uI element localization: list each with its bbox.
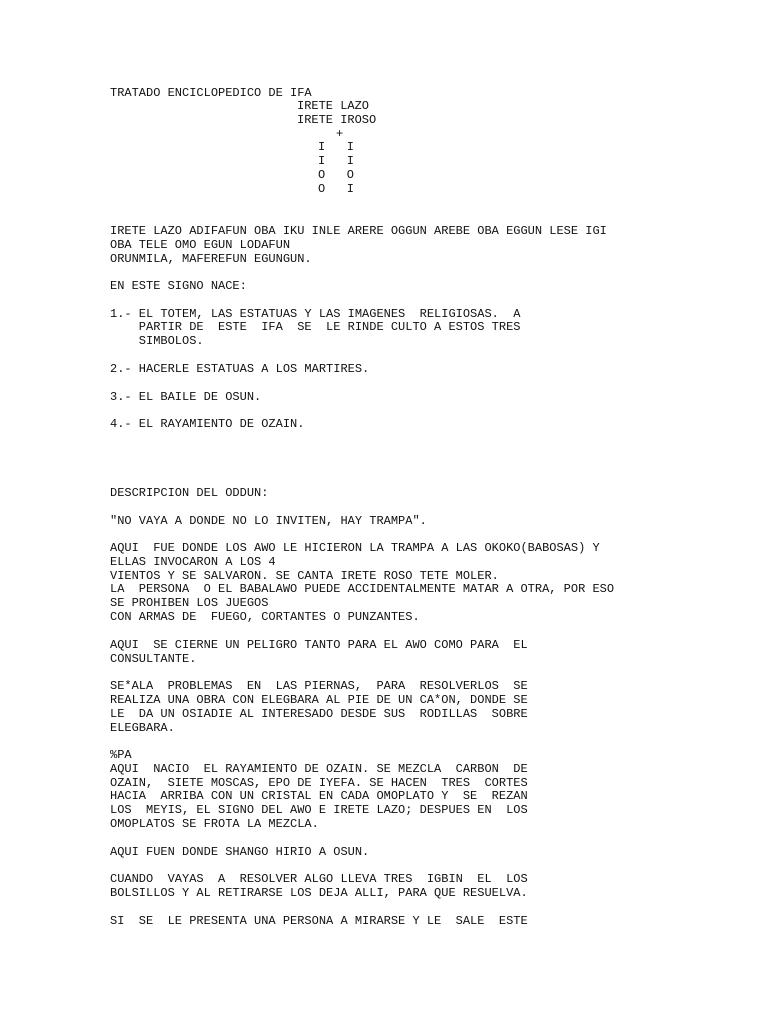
list-item: 4.- EL RAYAMIENTO DE OZAIN. [110,417,305,431]
intro-line: OBA TELE OMO EGUN LODAFUN [110,238,291,252]
paragraph-line: CONSULTANTE. [110,652,197,666]
sign-name-1: IRETE LAZO [297,99,370,113]
list-item: 2.- HACERLE ESTATUAS A LOS MARTIRES. [110,362,370,376]
section-heading: EN ESTE SIGNO NACE: [110,279,247,293]
paragraph-line: %PA [110,748,132,762]
paragraph-line: AQUI NACIO EL RAYAMIENTO DE OZAIN. SE MEZCLA CARBON DE [110,762,528,776]
sign-name-2: IRETE IROSO [297,113,377,127]
paragraph-line: SE PROHIBEN LOS JUEGOS [110,596,269,610]
sign-mark-row: I I [318,140,355,154]
paragraph-line: ELLAS INVOCARON A LOS 4 [110,555,276,569]
paragraph-line: OZAIN, SIETE MOSCAS, EPO DE IYEFA. SE HACEN TRES CORTES [110,776,528,790]
paragraph-line: ELEGBARA. [110,721,175,735]
paragraph-line: LA PERSONA O EL BABALAWO PUEDE ACCIDENTALMENTE MATAR A OTRA, POR ESO [110,582,615,596]
sign-mark-row: I I [318,154,355,168]
paragraph-line: AQUI SE CIERNE UN PELIGRO TANTO PARA EL AWO COMO PARA EL [110,638,528,652]
document-title: TRATADO ENCICLOPEDICO DE IFA [110,86,312,100]
paragraph-line: LE DA UN OSIADIE AL INTERESADO DESDE SUS RODILLAS SOBRE [110,707,528,721]
paragraph-line: SE*ALA PROBLEMAS EN LAS PIERNAS, PARA RESOLVERLOS SE [110,679,528,693]
intro-line: IRETE LAZO ADIFAFUN OBA IKU INLE ARERE OGGUN AREBE OBA EGGUN LESE IGI [110,224,607,238]
section-heading: DESCRIPCION DEL ODDUN: [110,486,269,500]
sign-mark-row: O O [318,168,355,182]
paragraph-line: AQUI FUE DONDE LOS AWO LE HICIERON LA TRAMPA A LAS OKOKO(BABOSAS) Y [110,541,600,555]
list-item-line: PARTIR DE ESTE IFA SE LE RINDE CULTO A ESTOS TRES [110,320,521,334]
paragraph-line: LOS MEYIS, EL SIGNO DEL AWO E IRETE LAZO; DESPUES EN LOS [110,803,528,817]
paragraph-line: SI SE LE PRESENTA UNA PERSONA A MIRARSE Y LE SALE ESTE [110,914,528,928]
paragraph-line: BOLSILLOS Y AL RETIRARSE LOS DEJA ALLI, PARA QUE RESUELVA. [110,886,528,900]
quote-line: "NO VAYA A DONDE NO LO INVITEN, HAY TRAMPA". [110,514,427,528]
sign-mark-row: O I [318,182,355,196]
list-item: 3.- EL BAILE DE OSUN. [110,390,262,404]
paragraph-line: AQUI FUEN DONDE SHANGO HIRIO A OSUN. [110,845,370,859]
paragraph-line: HACIA ARRIBA CON UN CRISTAL EN CADA OMOPLATO Y SE REZAN [110,789,528,803]
paragraph-line: CUANDO VAYAS A RESOLVER ALGO LLEVA TRES IGBIN EL LOS [110,872,528,886]
list-item-line: SIMBOLOS. [110,334,204,348]
paragraph-line: VIENTOS Y SE SALVARON. SE CANTA IRETE ROSO TETE MOLER. [110,569,499,583]
paragraph-line: OMOPLATOS SE FROTA LA MEZCLA. [110,817,319,831]
sign-plus: + [336,127,344,141]
paragraph-line: CON ARMAS DE FUEGO, CORTANTES O PUNZANTES. [110,610,420,624]
intro-line: ORUNMILA, MAFEREFUN EGUNGUN. [110,252,312,266]
paragraph-line: REALIZA UNA OBRA CON ELEGBARA AL PIE DE UN CA*ON, DONDE SE [110,693,528,707]
list-item-line: 1.- EL TOTEM, LAS ESTATUAS Y LAS IMAGENES RELIGIOSAS. A [110,307,521,321]
